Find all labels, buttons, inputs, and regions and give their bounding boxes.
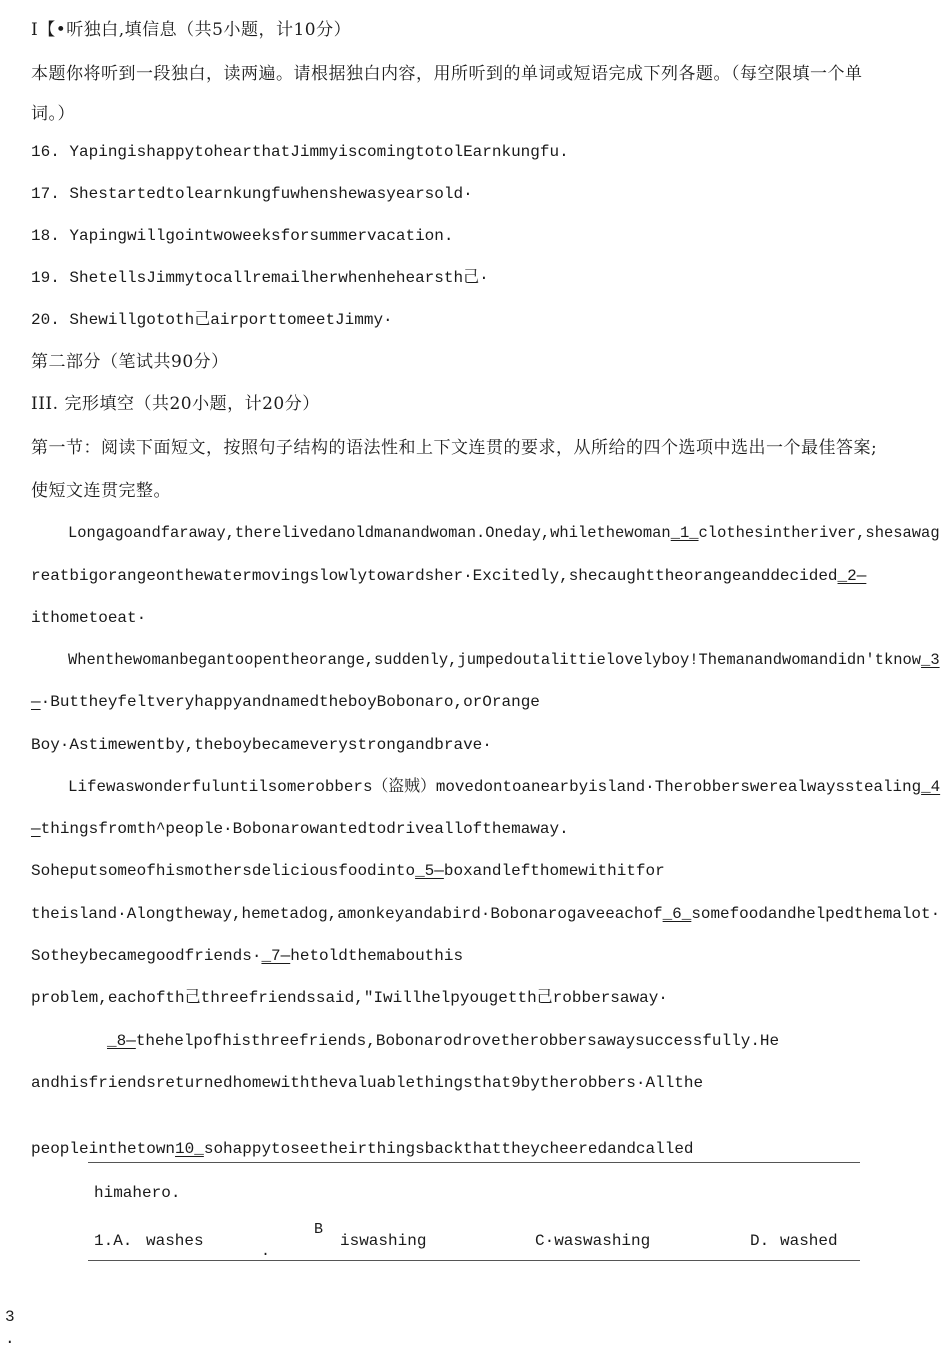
option-c: C·waswashing <box>535 1232 651 1250</box>
passage-line: ithometoeat· <box>31 609 147 627</box>
page-dot: . <box>5 1330 15 1348</box>
blank-10: 10_ <box>175 1140 204 1158</box>
passage-line: Soheputsomeofhismothersdeliciousfoodinto_5—boxandlefthomewithitfor <box>31 862 665 880</box>
section-title-cloze: III. 完形填空（共20小题，计20分） <box>31 394 320 414</box>
passage-line: Longagoandfaraway,therelivedanoldmanandwoman.Oneday,whilethewoman_1_clothesintheriver,shesawag <box>68 524 940 542</box>
part-two-title: 第二部分（笔试共90分） <box>31 352 229 372</box>
passage-line: —thingsfromth^people·Bobonarowantedtodriveallofthemaway. <box>31 820 569 838</box>
blank-4: _4 <box>921 778 941 796</box>
blank-6: _6_ <box>662 905 692 923</box>
instruction-line: 使短文连贯完整。 <box>31 481 171 501</box>
blank-4-cont: — <box>31 820 41 838</box>
passage-line: Whenthewomanbegantoopentheorange,suddenly,jumpedoutalittielovelyboy!Themanandwomandidn'tknow_3 <box>68 651 940 669</box>
option-d: washed <box>780 1232 838 1250</box>
instruction-line: 本题你将听到一段独白，读两遍。请根据独白内容，用所听到的单词或短语完成下列各题。（每空限填一个单 <box>31 64 863 84</box>
passage-line: —·ButtheyfeltveryhappyandnamedtheboyBobonaro,orOrange <box>31 693 540 711</box>
blank-3: _3 <box>921 651 940 669</box>
blank-7: _7— <box>261 947 291 965</box>
passage-line: Lifewaswonderfuluntilsomerobbers（盗贼）movedontoanearbyisland·Therobberswerealwaysstealing_4 <box>68 778 941 796</box>
blank-3-cont: — <box>31 693 41 711</box>
passage-line: Boy·Astimewentby,theboybecameverystrongandbrave· <box>31 736 492 754</box>
blank-5: _5— <box>415 862 444 880</box>
passage-line: _8—thehelpofhisthreefriends,Bobonarodrovetherobbersawaysuccessfully.He <box>107 1032 780 1050</box>
question-item-16: 16. YapingishappytohearthatJimmyiscomingtotolEarnkungfu. <box>31 143 569 161</box>
passage-line: reatbigorangeonthewatermovingslowlytowardsher·Excitedly,shecaughttheorangeanddecided_2— <box>31 567 867 585</box>
table-top-rule <box>88 1162 860 1163</box>
question-item-18: 18. Yapingwillgointwoweeksforsummervacation. <box>31 227 454 245</box>
instruction-line: 第一节：阅读下面短文，按照句子结构的语法性和上下文连贯的要求，从所给的四个选项中选出一个最佳答案; <box>31 438 878 458</box>
passage-line: himahero. <box>94 1184 181 1202</box>
table-bottom-rule <box>88 1260 860 1261</box>
blank-1: _1_ <box>670 524 699 542</box>
option-b: iswashing <box>340 1232 427 1250</box>
option-b-label: B <box>314 1221 324 1238</box>
section-title-listening: I【•听独白,填信息（共5小题，计10分） <box>31 20 352 40</box>
instruction-line: 词。） <box>31 104 75 124</box>
question-item-17: 17. Shestartedtolearnkungfuwhenshewasyearsold· <box>31 185 473 203</box>
passage-line: andhisfriendsreturnedhomewiththevaluablethingsthat9bytherobbers·Allthe <box>31 1074 704 1092</box>
passage-line: theisland·Alongtheway,hemetadog,amonkeyandabird·Bobonarogaveeachof_6_somefoodandhelpedthemalot· <box>31 905 941 923</box>
option-a: washes <box>146 1232 204 1250</box>
passage-line: peopleinthetown10_sohappytoseetheirthingsbackthattheycheeredandcalled <box>31 1140 694 1158</box>
blank-8: _8— <box>107 1032 136 1050</box>
question-item-19: 19. ShetellsJimmytocallremailherwhenhehearsth己· <box>31 269 489 287</box>
option-b-dot: . <box>261 1243 271 1260</box>
option-d-label: D. <box>750 1232 770 1250</box>
page-number: 3 <box>5 1308 15 1326</box>
passage-line: problem,eachofth己threefriendssaid,"Iwillhelpyougetth己robbersaway· <box>31 989 668 1007</box>
option-number: 1.A. <box>94 1232 133 1250</box>
question-item-20: 20. Shewillgototh己airporttomeetJimmy· <box>31 311 393 329</box>
passage-line: Sotheybecamegoodfriends·_7—hetoldthemabouthis <box>31 947 464 965</box>
blank-2: _2— <box>837 567 867 585</box>
